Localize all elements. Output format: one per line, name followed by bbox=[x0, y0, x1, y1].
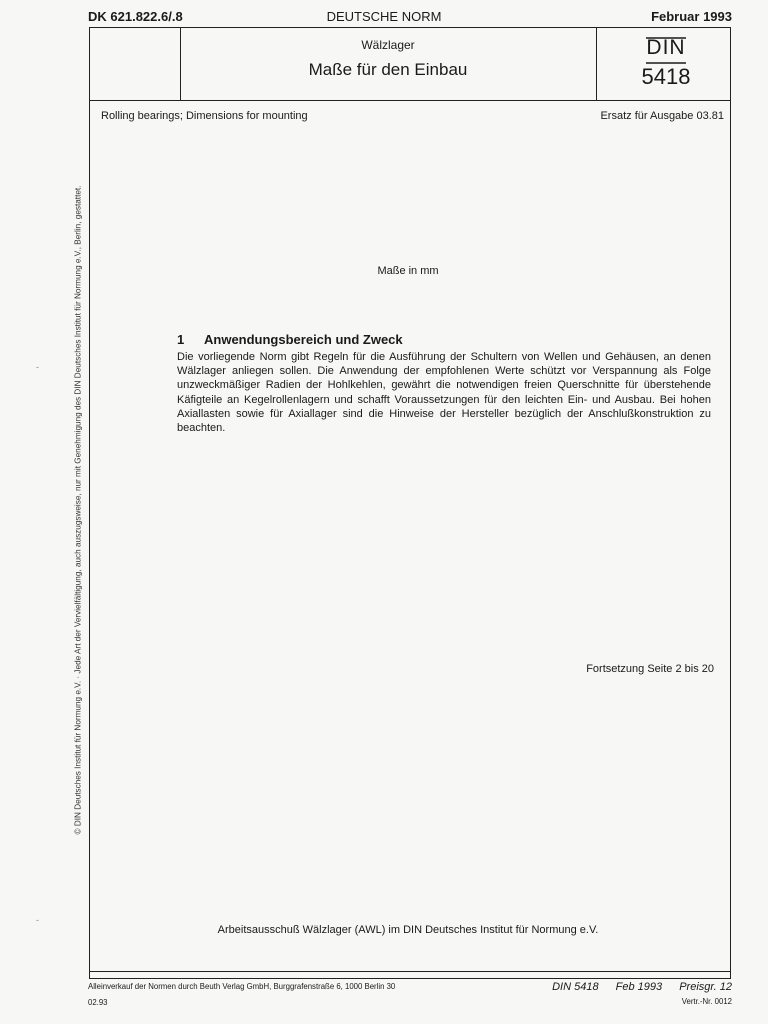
doc-ref: DIN 5418 bbox=[552, 981, 599, 993]
document-subtitle: Wälzlager bbox=[361, 38, 415, 52]
footer-divider bbox=[89, 971, 731, 972]
section-heading-text: Anwendungsbereich und Zweck bbox=[204, 332, 403, 347]
title-block-right-rule bbox=[596, 27, 597, 100]
sales-notice: Alleinverkauf der Normen durch Beuth Verlag GmbH, Burggrafenstraße 6, 1000 Berlin 30 bbox=[88, 982, 396, 991]
margin-mark: - bbox=[36, 915, 39, 925]
replaces-edition: Ersatz für Ausgabe 03.81 bbox=[600, 110, 724, 122]
units-note: Maße in mm bbox=[377, 265, 439, 277]
din-mark: DIN bbox=[646, 36, 686, 59]
section-number: 1 bbox=[177, 332, 185, 347]
din-logo bbox=[640, 36, 692, 94]
issue-code: 02.93 bbox=[88, 998, 108, 1007]
page-frame bbox=[89, 27, 731, 979]
doc-date: Feb 1993 bbox=[615, 981, 663, 993]
dk-classification: DK 621.822.6/.8 bbox=[88, 9, 183, 24]
section-body: Die vorliegende Norm gibt Regeln für die Ausführung der Schultern von Wellen und Gehäusen, an denen Wälzlager anliegen sollen. Die Anwendung der empfohlenen Werte schützt vor Verspannung als Folge unzweckmäßiger Radien der Hohlkehlen, gewährt die notwendigen freien Querschnitte für überstehende Käfigteile an Kegelrollenlagern und schafft Voraussetzungen für den leichten Ein- und Ausbau. Bei hohen Axiallasten sowie für Axiallager sind die Hinweise der Hersteller bezüglich der Anschlußkonstruktion zu beachten. bbox=[177, 351, 711, 435]
section-heading bbox=[177, 332, 403, 347]
price-group: Preisgr. 12 bbox=[679, 981, 732, 993]
margin-mark: - bbox=[36, 362, 39, 372]
document-reference bbox=[552, 981, 732, 993]
issue-date: Februar 1993 bbox=[651, 9, 732, 24]
title-block-divider bbox=[89, 100, 731, 101]
continuation-note: Fortsetzung Seite 2 bis 20 bbox=[586, 663, 714, 675]
committee-note: Arbeitsausschuß Wälzlager (AWL) im DIN Deutsches Institut für Normung e.V. bbox=[217, 924, 599, 936]
english-title: Rolling bearings; Dimensions for mounting bbox=[101, 110, 308, 122]
copyright-notice: © DIN Deutsches Institut für Normung e.V. · Jede Art der Vervielfältigung, auch auszugsweise, nur mit Genehmigung des DIN Deutsches Institut für Normung e.V., Berlin, gestattet. bbox=[73, 185, 83, 835]
distribution-number: Vertr.-Nr. 0012 bbox=[681, 997, 732, 1006]
din-number: 5418 bbox=[641, 64, 691, 89]
document-type: DEUTSCHE NORM bbox=[326, 9, 442, 24]
document-title: Maße für den Einbau bbox=[308, 60, 468, 79]
